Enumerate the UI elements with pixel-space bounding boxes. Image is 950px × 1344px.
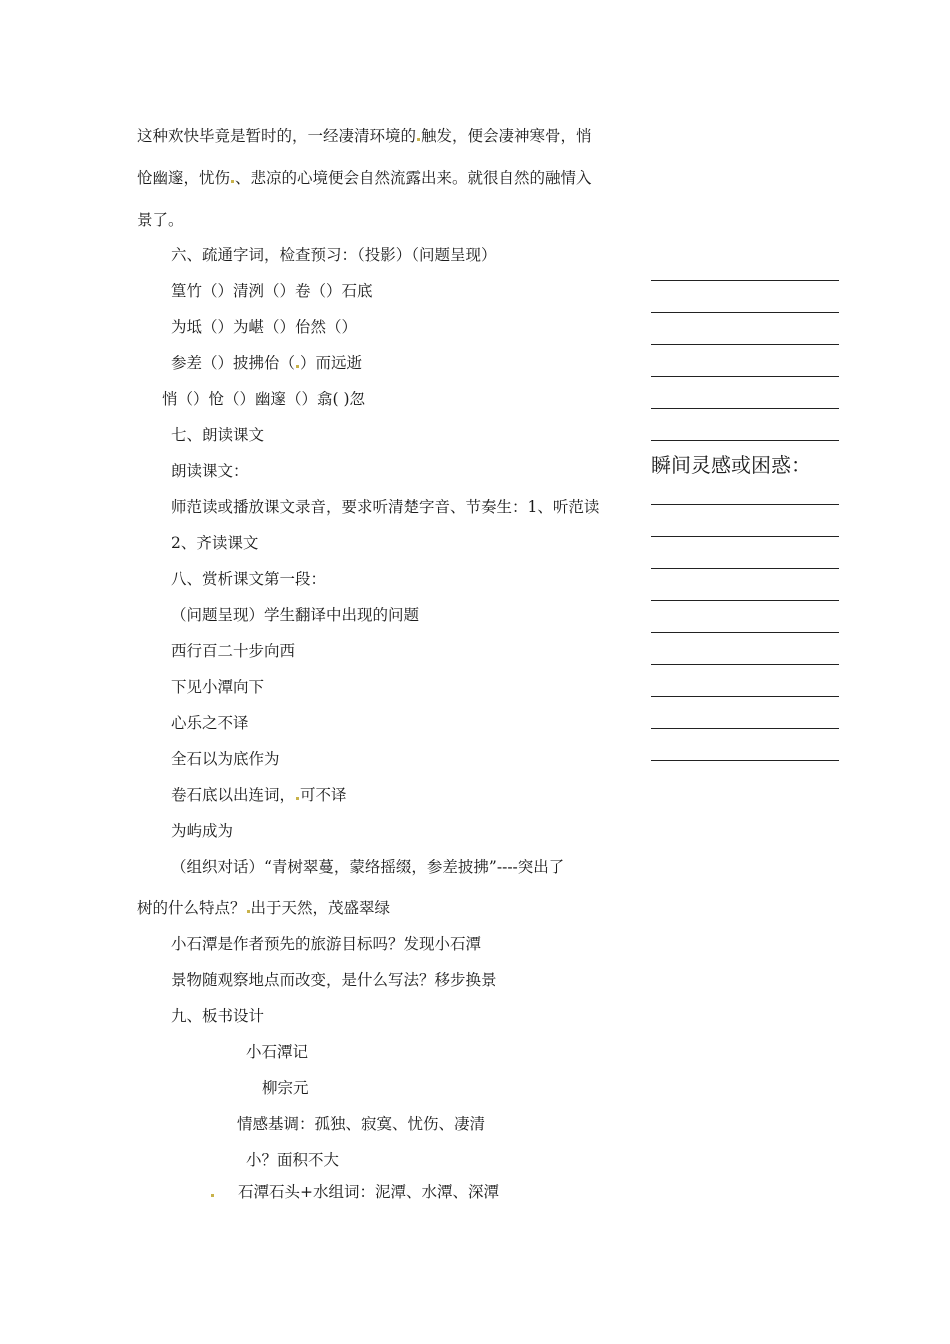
section-9-title: 九、板书设计 xyxy=(171,1007,265,1025)
board-stone-row xyxy=(210,1182,499,1202)
board-small: 小？面积不大 xyxy=(246,1151,340,1169)
board-title: 小石潭记 xyxy=(246,1043,309,1061)
intro-line-3: 景了。 xyxy=(137,211,184,229)
question-7: 小石潭是作者预先的旅游目标吗？发现小石潭 xyxy=(171,935,482,953)
note-blank-line[interactable] xyxy=(651,728,839,729)
note-blank-line[interactable] xyxy=(651,504,839,505)
read-line-3: 2、齐读课文 xyxy=(171,534,259,552)
intro-line-2-a: 怆幽邃，忧伤 xyxy=(137,169,231,187)
board-stone: 石潭石头+水组词：泥潭、水潭、深潭 xyxy=(238,1183,499,1201)
vocab-line-3-a: 参差（）披拂佁（ xyxy=(171,354,296,372)
note-blank-line[interactable] xyxy=(651,280,839,281)
section-7-title: 七、朗读课文 xyxy=(171,426,265,444)
intro-line-1-b: 触发，便会凄神寒骨，悄 xyxy=(421,127,592,145)
marker-dot xyxy=(296,797,299,800)
marker-dot xyxy=(247,910,250,913)
dialog-line-1: （组织对话）“青树翠蔓，蒙络摇缀，参差披拂”----突出了 xyxy=(171,858,565,876)
note-blank-line[interactable] xyxy=(651,600,839,601)
marker-dot xyxy=(417,138,420,141)
intro-line-1-a: 这种欢快毕竟是暂时的，一经凄清环境的 xyxy=(137,127,417,145)
note-blank-line[interactable] xyxy=(651,696,839,697)
vocab-line-3 xyxy=(171,353,362,373)
board-emotion: 情感基调：孤独、寂寞、忧伤、凄清 xyxy=(237,1115,486,1133)
note-blank-line[interactable] xyxy=(651,664,839,665)
vocab-line-4: 悄（）怆（）幽邃（）翕( )忽 xyxy=(162,390,366,408)
read-line-2: 师范读或播放课文录音，要求听清楚字音、节奏生：1、听范读 xyxy=(171,498,600,516)
question-3: 心乐之不译 xyxy=(171,714,249,732)
question-2: 下见小潭向下 xyxy=(171,678,265,696)
question-5-b: 可不译 xyxy=(300,786,347,804)
intro-line-2 xyxy=(137,168,592,188)
read-line-1: 朗读课文： xyxy=(171,462,249,480)
dialog-line-2 xyxy=(137,898,390,918)
question-6: 为屿成为 xyxy=(171,822,234,840)
question-intro: （问题呈现）学生翻译中出现的问题 xyxy=(171,606,420,624)
note-blank-line[interactable] xyxy=(651,632,839,633)
dialog-line-2-a: 树的什么特点？ xyxy=(137,899,246,917)
intro-line-1 xyxy=(137,126,592,146)
question-8: 景物随观察地点而改变，是什么写法？移步换景 xyxy=(171,971,497,989)
marker-dot xyxy=(296,365,299,368)
question-1: 西行百二十步向西 xyxy=(171,642,296,660)
note-blank-line[interactable] xyxy=(651,408,839,409)
note-blank-line[interactable] xyxy=(651,312,839,313)
section-8-title: 八、赏析课文第一段： xyxy=(171,570,327,588)
note-blank-line[interactable] xyxy=(651,536,839,537)
question-4: 全石以为底作为 xyxy=(171,750,280,768)
board-author: 柳宗元 xyxy=(262,1079,309,1097)
question-5 xyxy=(171,785,347,805)
vocab-line-1: 篁竹（）清洌（）卷（）石底 xyxy=(171,282,373,300)
vocab-line-3-b: ）而远逝 xyxy=(300,354,363,372)
note-blank-line[interactable] xyxy=(651,760,839,761)
note-blank-line[interactable] xyxy=(651,568,839,569)
intro-line-2-b: 、悲凉的心境便会自然流露出来。就很自然的融情入 xyxy=(235,169,592,187)
question-5-a: 卷石底以出连词， xyxy=(171,786,296,804)
dialog-line-2-b: 出于天然，茂盛翠绿 xyxy=(250,899,391,917)
vocab-line-2: 为坻（）为嵁（）佁然（） xyxy=(171,318,358,336)
marker-dot xyxy=(211,1194,214,1197)
note-blank-line[interactable] xyxy=(651,344,839,345)
marker-dot xyxy=(231,180,234,183)
sidebar-heading: 瞬间灵感或困惑： xyxy=(651,453,811,477)
section-6-title: 六、疏通字词，检查预习：（投影）（问题呈现） xyxy=(171,246,497,264)
note-blank-line[interactable] xyxy=(651,376,839,377)
note-blank-line[interactable] xyxy=(651,440,839,441)
